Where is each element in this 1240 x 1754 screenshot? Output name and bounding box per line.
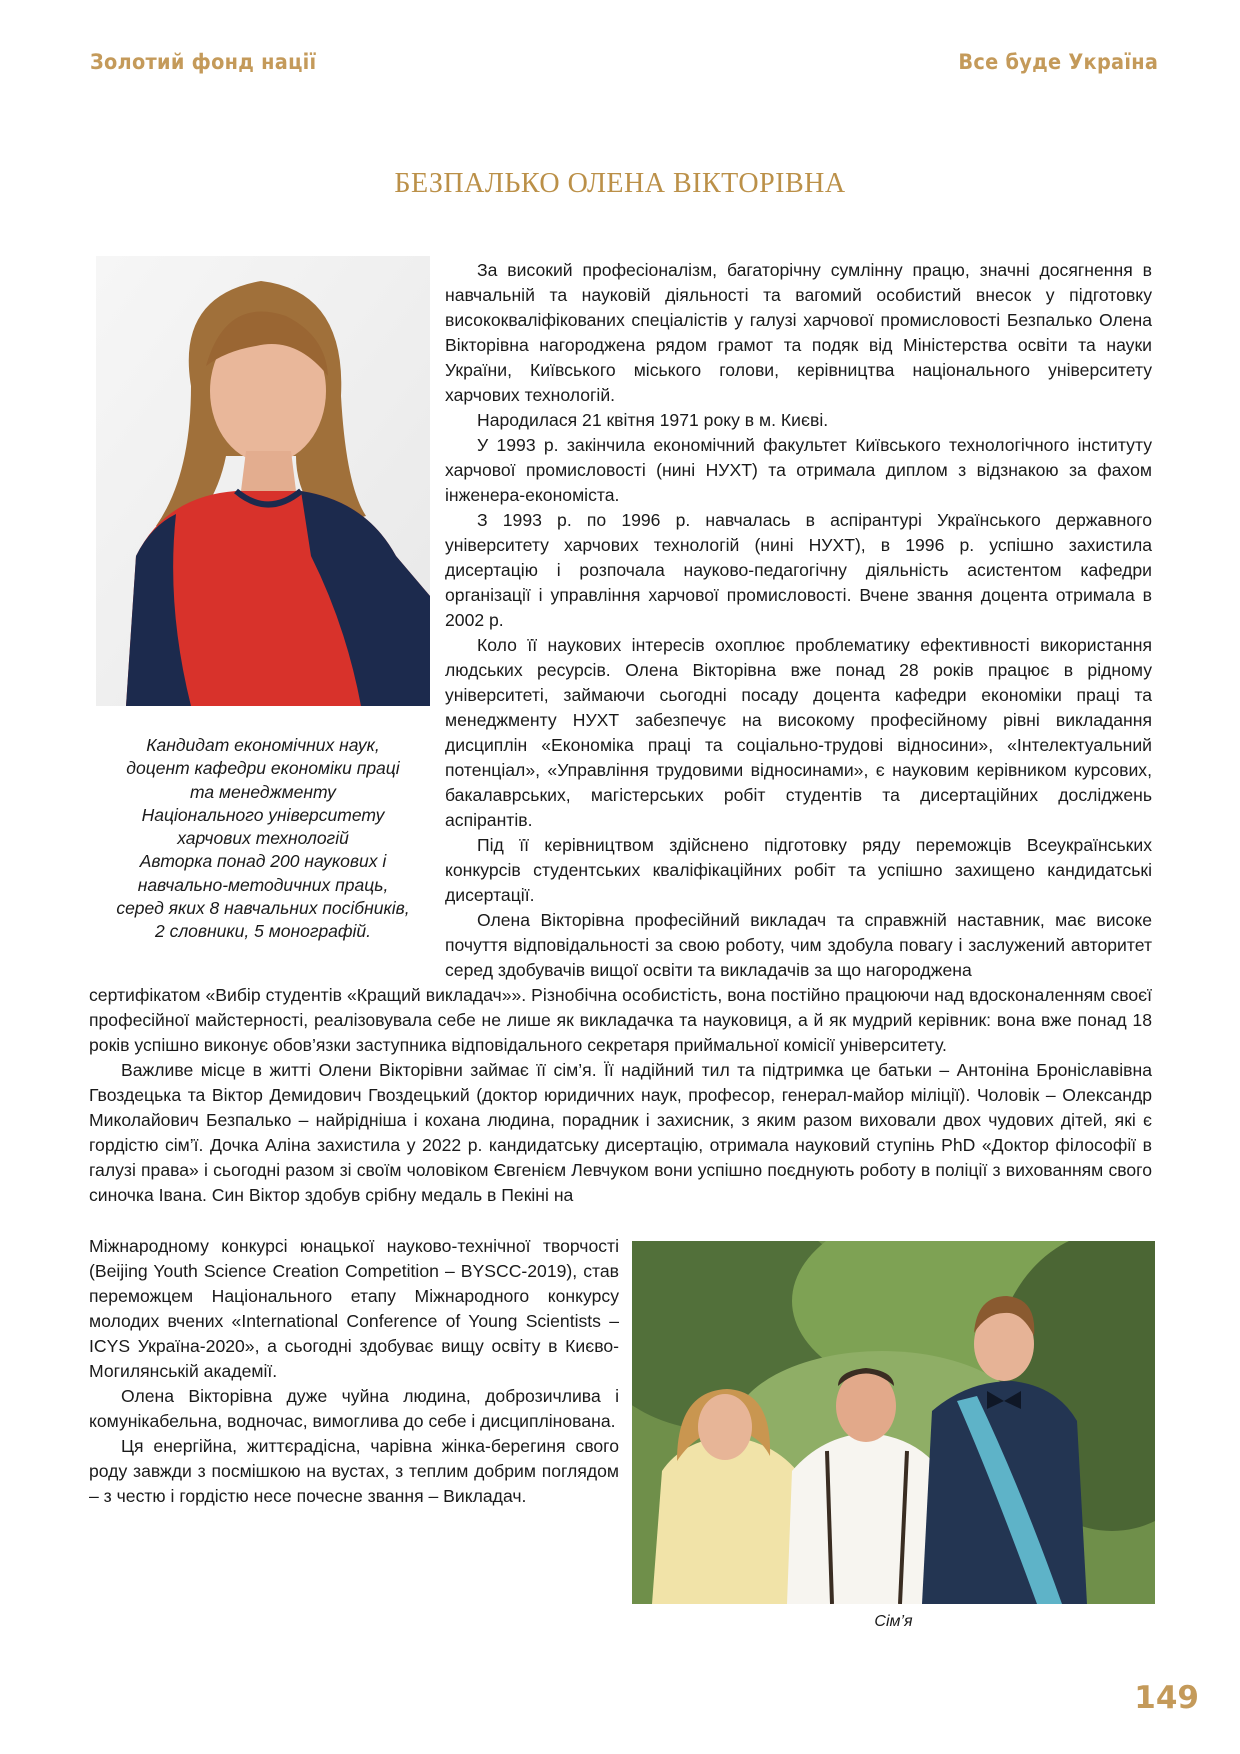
- bio-column: [445, 258, 1152, 983]
- paragraph: сертифікатом «Вибір студентів «Кращий викладач»». Різнобічна особистість, вона постійно працюючи над вдосконаленням своєї професійної майстерності, реалізовувала себе не лише як викладачка та науковиця, а й як мудрий керівник: вона вже понад 18 років успішно виконує обов’язки заступника відповідального секретаря приймальної комісії університету.: [89, 985, 1152, 1055]
- running-header-left: Золотий фонд нації: [90, 50, 317, 74]
- paragraph: З 1993 р. по 1996 р. навчалась в аспірантурі Українського державного університету харчових технологій (нині НУХТ), в 1996 р. успішно захистила дисертацію і розпочала науково-педагогічну діяльність асистентом кафедри організації і управління харчової промисловості. Вчене звання доцента отримала в 2002 р.: [445, 510, 1152, 630]
- paragraph: Під її керівництвом здійснено підготовку ряду переможців Всеукраїнських конкурсів студентських кваліфікаційних робіт та успішно захищено кандидатські дисертації.: [445, 835, 1152, 905]
- caption-line: навчально-методичних праць,: [137, 874, 389, 895]
- paragraph: Важливе місце в житті Олени Вікторівни займає її сім’я. Її надійний тил та підтримка це батьки – Антоніна Броніславівна Гвоздецька та Віктор Демидович Гвоздецький (доктор юридичних наук, професор, генерал-майор міліції). Чоловік – Олександр Миколайович Безпалько – найрідніша і кохана людина, порадник і захисник, з яким разом виховали двох чудових дітей, які є гордістю сім’ї. Дочка Аліна захистила у 2022 р. кандидатську дисертацію, отримала науковий ступінь PhD «Доктор філософії в галузі права» і сьогодні разом зі своїм чоловіком Євгенієм Левчуком вони успішно поєднують роботу в поліції з вихованням свого синочка Івана. Син Віктор здобув срібну медаль в Пекіні на: [89, 1060, 1152, 1205]
- caption-line: та менеджменту: [190, 781, 336, 802]
- paragraph: Народилася 21 квітня 1971 року в м. Києві.: [477, 410, 829, 430]
- page-number: 149: [1134, 1680, 1199, 1716]
- running-header-right: Все буде Україна: [958, 50, 1158, 74]
- bio-full-width: [89, 983, 1152, 1208]
- paragraph: У 1993 р. закінчила економічний факультет Київського технологічного інституту харчової промисловості (нині НУХТ) та отримала диплом з відзнакою за фахом інженера-економіста.: [445, 435, 1152, 505]
- paragraph: Міжнародному конкурсі юнацької науково-технічної творчості (Beijing Youth Science Creation Competition – BYSCC-2019), став переможцем Національного етапу Міжнародного конкурсу молодих вчених «International Conference of Young Scientists – ICYS Україна-2020», а сьогодні здобуває вищу освіту в Києво-Могилянській академії.: [89, 1236, 619, 1381]
- paragraph: Коло її наукових інтересів охоплює проблематику ефективності використання людських ресурсів. Олена Вікторівна вже понад 28 років працює в рідному університеті, займаючи сьогодні посаду доцента кафедри економіки праці та менеджменту НУХТ забезпечує на високому професійному рівні викладання дисциплін «Економіка праці та соціально-трудові відносини», «Інтелектуальний потенціал», «Управління трудовими відносинами», є науковим керівником курсових, бакалаврських, магістерських робіт студентів та дисертаційних досліджень аспірантів.: [445, 635, 1152, 830]
- caption-line: Авторка понад 200 наукових і: [139, 851, 387, 872]
- paragraph: За високий професіоналізм, багаторічну сумлінну працю, значні досягнення в навчальній та науковій діяльності та вагомий особистий внесок у підготовку висококваліфікованих спеціалістів у галузі харчової промисловості Безпалько Олена Вікторівна нагороджена рядом грамот та подяк від Міністерства освіти та науки України, Київського міського голови, керівництва національного університету харчових технологій.: [445, 260, 1152, 405]
- caption-line: Національного університету: [141, 804, 385, 825]
- caption-line: серед яких 8 навчальних посібників,: [116, 898, 410, 919]
- bio-bottom-column: [89, 1234, 619, 1509]
- portrait-caption: [88, 734, 438, 944]
- page-title: БЕЗПАЛЬКО ОЛЕНА ВІКТОРІВНА: [394, 168, 846, 199]
- paragraph: Ця енергійна, життєрадісна, чарівна жінка-берегиня свого роду завжди з посмішкою на вустах, з теплим добрим поглядом – з честю і гордістю несе почесне звання – Викладач.: [89, 1436, 619, 1506]
- caption-line: 2 словники, 5 монографій.: [154, 921, 372, 942]
- paragraph: Олена Вікторівна професійний викладач та справжній наставник, має високе почуття відповідальності за свою роботу, чим здобула повагу і заслужений авторитет серед здобувачів вищої освіти та викладачів за що нагороджена: [445, 910, 1152, 980]
- caption-line: доцент кафедри економіки праці: [126, 758, 400, 779]
- portrait-photo: [96, 256, 430, 706]
- caption-line: харчових технологій: [177, 828, 349, 849]
- family-photo: [632, 1241, 1155, 1604]
- paragraph: Олена Вікторівна дуже чуйна людина, доброзичлива і комунікабельна, водночас, вимоглива до себе і дисциплінована.: [89, 1386, 619, 1431]
- family-photo-caption: Сім’я: [874, 1613, 913, 1630]
- caption-line: Кандидат економічних наук,: [146, 735, 380, 755]
